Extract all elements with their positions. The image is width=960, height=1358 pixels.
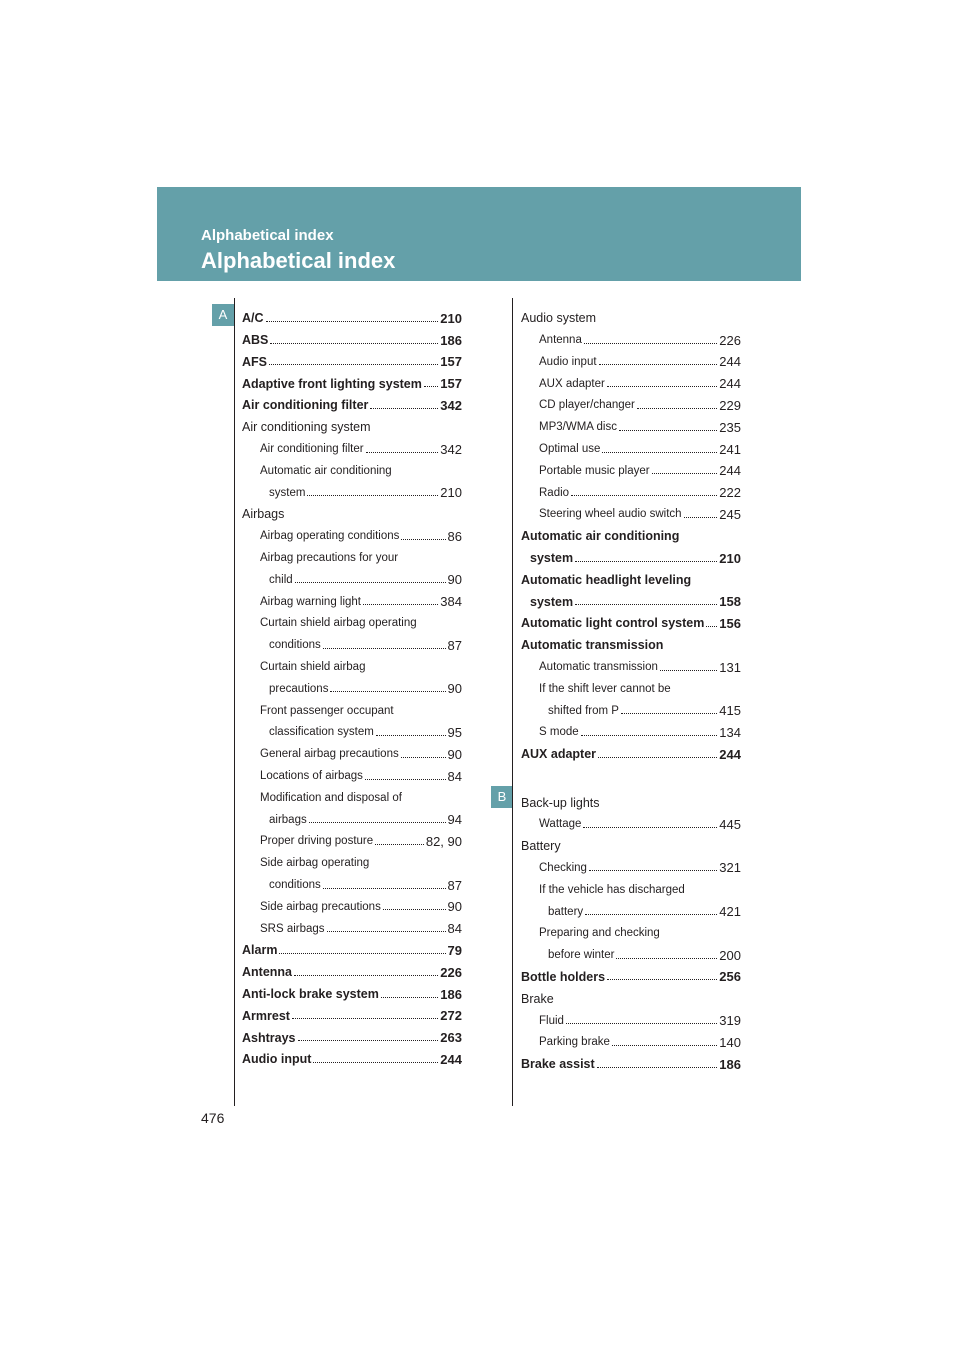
- index-entry-page[interactable]: 241: [719, 441, 741, 457]
- leader-dots: [660, 670, 717, 671]
- index-entry-page[interactable]: 87: [447, 637, 462, 653]
- index-entry-label: Airbag precautions for your: [260, 552, 399, 565]
- leader-dots: [363, 604, 438, 605]
- index-entry: [242, 303, 462, 325]
- index-entry-label: Curtain shield airbag operating: [260, 617, 417, 630]
- index-entry-page[interactable]: 226: [440, 964, 462, 980]
- leader-dots: [294, 975, 438, 976]
- index-entry: [521, 739, 741, 761]
- index-entry-page[interactable]: 90: [447, 746, 462, 762]
- leader-dots: [706, 626, 717, 627]
- leader-dots: [571, 495, 717, 496]
- page-title: Alphabetical index: [201, 248, 396, 273]
- index-entry-label: AUX adapter: [521, 747, 597, 762]
- index-entry: [521, 652, 741, 674]
- index-entry-page[interactable]: 94: [447, 812, 462, 828]
- index-entry: [242, 674, 462, 696]
- index-entry: [521, 1005, 741, 1027]
- index-entry: [242, 848, 462, 870]
- leader-dots: [401, 757, 446, 758]
- leader-dots: [313, 1062, 438, 1063]
- leader-dots: [295, 582, 446, 583]
- index-entry: [521, 303, 741, 325]
- index-entry-page[interactable]: 87: [447, 877, 462, 893]
- leader-dots: [424, 386, 438, 387]
- index-entry: [242, 456, 462, 478]
- index-entry: [521, 1049, 741, 1071]
- leader-dots: [327, 931, 446, 932]
- index-entry-page[interactable]: 210: [719, 550, 741, 566]
- index-entry: [242, 630, 462, 652]
- index-entry: [242, 695, 462, 717]
- index-entry-label: Battery: [521, 839, 561, 854]
- index-entry-label: system: [530, 594, 574, 609]
- leader-dots: [323, 648, 446, 649]
- index-entry: [521, 347, 741, 369]
- index-entry-page[interactable]: 415: [719, 703, 741, 719]
- index-entry: [242, 935, 462, 957]
- leader-dots: [292, 1018, 438, 1019]
- index-entry-page[interactable]: 445: [719, 816, 741, 832]
- index-entry-label: child: [269, 573, 293, 586]
- index-entry-label: Ashtrays: [242, 1030, 296, 1045]
- index-entry-page[interactable]: 321: [719, 860, 741, 876]
- page-header: [157, 187, 801, 281]
- index-entry: [521, 809, 741, 831]
- index-entry: [242, 325, 462, 347]
- index-entry-label: Optimal use: [539, 443, 601, 456]
- index-entry-label: precautions: [269, 682, 329, 695]
- index-entry-label: Side airbag operating: [260, 857, 370, 870]
- index-entry-label: Audio input: [539, 355, 597, 368]
- index-entry-page[interactable]: 210: [440, 310, 462, 326]
- index-entry-label: AUX adapter: [539, 377, 605, 390]
- index-entry: [242, 717, 462, 739]
- index-entry-page[interactable]: 186: [719, 1056, 741, 1072]
- index-entry: [521, 390, 741, 412]
- leader-dots: [279, 953, 445, 954]
- index-entry-label: system: [530, 551, 574, 566]
- index-entry: [521, 477, 741, 499]
- index-entry: [242, 1044, 462, 1066]
- index-entry-page[interactable]: 244: [440, 1051, 462, 1067]
- index-entry-label: before winter: [548, 949, 615, 962]
- index-entry: [242, 347, 462, 369]
- leader-dots: [376, 735, 446, 736]
- leader-dots: [375, 844, 424, 845]
- index-entry-label: conditions: [269, 639, 321, 652]
- index-entry: [242, 783, 462, 805]
- index-entry: [521, 412, 741, 434]
- leader-dots: [583, 827, 717, 828]
- leader-dots: [566, 1023, 717, 1024]
- index-entry-label: CD player/changer: [539, 399, 635, 412]
- index-entry-page[interactable]: 342: [440, 397, 462, 413]
- right-column-rule: [512, 298, 513, 1106]
- index-entry-label: battery: [548, 905, 584, 918]
- index-entry: [521, 368, 741, 390]
- index-entry: [521, 962, 741, 984]
- index-entry-page[interactable]: 342: [440, 441, 462, 457]
- index-entry-page[interactable]: 319: [719, 1013, 741, 1028]
- index-entry: [521, 325, 741, 347]
- index-column-right: [521, 303, 741, 1071]
- index-entry-label: Brake assist: [521, 1057, 595, 1072]
- index-entry: [521, 831, 741, 853]
- index-entry: [242, 1022, 462, 1044]
- leader-dots: [370, 408, 438, 409]
- index-entry-page[interactable]: 222: [719, 485, 741, 501]
- index-entry-page[interactable]: 245: [719, 506, 741, 522]
- index-entry-label: Automatic headlight leveling: [521, 572, 692, 587]
- index-entry-label: Air conditioning filter: [260, 443, 364, 456]
- index-entry-page[interactable]: 244: [719, 463, 741, 479]
- index-entry-label: If the shift lever cannot be: [539, 682, 671, 695]
- leader-dots: [612, 1045, 717, 1046]
- index-entry-label: Parking brake: [539, 1036, 610, 1049]
- index-entry-label: AFS: [242, 354, 267, 369]
- index-entry-label: If the vehicle has discharged: [539, 883, 685, 896]
- index-entry: [242, 804, 462, 826]
- index-entry: [521, 896, 741, 918]
- leader-dots: [602, 452, 717, 453]
- index-entry: [242, 608, 462, 630]
- leader-dots: [330, 691, 445, 692]
- index-entry-page[interactable]: 82, 90: [425, 833, 462, 849]
- index-entry-page[interactable]: 235: [719, 419, 741, 435]
- index-entry-label: Armrest: [242, 1008, 290, 1023]
- index-entry-label: Audio input: [242, 1052, 312, 1067]
- index-entry-page[interactable]: 244: [719, 354, 741, 370]
- leader-dots: [585, 914, 717, 915]
- index-entry-page[interactable]: 90: [447, 899, 462, 915]
- index-entry-page[interactable]: 244: [719, 376, 741, 392]
- index-entry-page[interactable]: 210: [440, 485, 462, 501]
- index-entry: [242, 390, 462, 412]
- index-entry: [242, 652, 462, 674]
- index-entry-label: ABS: [242, 333, 269, 348]
- index-entry-page[interactable]: 131: [719, 659, 741, 675]
- index-entry-page[interactable]: 229: [719, 397, 741, 413]
- index-entry: [242, 521, 462, 543]
- leader-dots: [616, 958, 717, 959]
- leader-dots: [575, 561, 717, 562]
- page-number: 476: [201, 1110, 225, 1126]
- index-entry-label: system: [269, 486, 306, 499]
- index-entry-page[interactable]: 84: [447, 768, 462, 784]
- index-entry: [242, 913, 462, 935]
- leader-dots: [637, 408, 717, 409]
- index-entry-label: SRS airbags: [260, 922, 325, 935]
- index-entry-page[interactable]: 244: [719, 746, 741, 762]
- index-entry: [521, 918, 741, 940]
- index-entry-page[interactable]: 186: [440, 986, 462, 1002]
- leader-dots: [598, 757, 717, 758]
- section-tab-a: A: [212, 304, 234, 326]
- index-entry: [242, 979, 462, 1001]
- index-entry: [521, 521, 741, 543]
- index-entry-label: Airbag operating conditions: [260, 530, 400, 543]
- index-entry-label: Alarm: [242, 943, 278, 958]
- index-entry: [242, 477, 462, 499]
- index-entry-label: Locations of airbags: [260, 770, 363, 783]
- index-entry: [242, 586, 462, 608]
- index-entry: [521, 983, 741, 1005]
- index-entry: [521, 630, 741, 652]
- leader-dots: [366, 452, 439, 453]
- index-entry: [521, 695, 741, 717]
- index-entry: [521, 456, 741, 478]
- index-entry: [521, 543, 741, 565]
- index-entry-label: Air conditioning system: [242, 420, 371, 435]
- section-gap: [521, 761, 741, 788]
- leader-dots: [575, 604, 717, 605]
- index-entry-page[interactable]: 256: [719, 969, 741, 985]
- index-entry-label: Checking: [539, 861, 587, 874]
- index-column-left: [242, 303, 462, 1066]
- index-entry-page[interactable]: 134: [719, 724, 741, 740]
- index-entry: [521, 717, 741, 739]
- index-entry-label: Air conditioning filter: [242, 398, 369, 413]
- index-entry-page[interactable]: 158: [719, 594, 741, 610]
- index-entry-label: Anti-lock brake system: [242, 987, 379, 1001]
- index-entry: [242, 826, 462, 848]
- index-entry: [521, 565, 741, 587]
- index-entry-label: Preparing and checking: [539, 927, 660, 940]
- leader-dots: [607, 979, 717, 980]
- index-entry-label: Modification and disposal of: [260, 791, 402, 804]
- index-entry-page[interactable]: 186: [440, 332, 462, 348]
- index-entry-page[interactable]: 226: [719, 332, 741, 348]
- index-entry-page[interactable]: 156: [719, 615, 741, 631]
- leader-dots: [619, 430, 717, 431]
- index-entry: [242, 892, 462, 914]
- index-entry: [242, 434, 462, 456]
- index-entry-label: S mode: [539, 726, 579, 739]
- index-entry: [521, 853, 741, 875]
- index-entry: [521, 674, 741, 696]
- leader-dots: [365, 779, 446, 780]
- index-entry: [242, 739, 462, 761]
- index-entry-label: Automatic air conditioning: [521, 529, 680, 544]
- leader-dots: [266, 321, 439, 322]
- leader-dots: [401, 539, 445, 540]
- leader-dots: [270, 343, 438, 344]
- index-entry-page[interactable]: 157: [440, 376, 462, 392]
- index-entry-label: shifted from P: [548, 704, 619, 717]
- index-entry-page[interactable]: 95: [447, 724, 462, 740]
- leader-dots: [621, 713, 717, 714]
- index-entry: [521, 608, 741, 630]
- index-entry-label: Radio: [539, 486, 570, 499]
- leader-dots: [309, 822, 446, 823]
- index-entry-label: Front passenger occupant: [260, 704, 394, 717]
- leader-dots: [383, 909, 446, 910]
- index-entry: [521, 1027, 741, 1049]
- index-entry-page[interactable]: 421: [719, 904, 741, 920]
- index-entry: [242, 368, 462, 390]
- index-entry: [521, 499, 741, 521]
- index-entry-page[interactable]: 272: [440, 1008, 462, 1024]
- index-entry-label: airbags: [269, 813, 307, 826]
- leader-dots: [589, 870, 717, 871]
- index-entry-page[interactable]: 90: [447, 681, 462, 697]
- index-entry-page[interactable]: 79: [447, 942, 462, 958]
- index-entry: [242, 499, 462, 521]
- section-tab-b: B: [491, 786, 513, 808]
- index-entry-label: Antenna: [539, 334, 582, 347]
- index-entry-label: A/C: [242, 311, 264, 326]
- index-entry-label: Back-up lights: [521, 795, 600, 810]
- index-entry-label: Bottle holders: [521, 969, 606, 984]
- leader-dots: [607, 386, 717, 387]
- leader-dots: [269, 364, 438, 365]
- index-entry-label: Steering wheel audio switch: [539, 508, 682, 521]
- leader-dots: [599, 364, 718, 365]
- index-entry: [521, 940, 741, 962]
- index-entry: [242, 412, 462, 434]
- index-entry-label: Audio system: [521, 311, 597, 326]
- index-entry-label: classification system: [269, 726, 374, 739]
- leader-dots: [381, 997, 438, 998]
- index-entry-page[interactable]: 84: [447, 921, 462, 937]
- index-entry-page[interactable]: 200: [719, 947, 741, 963]
- leader-dots: [684, 517, 718, 518]
- leader-dots: [581, 735, 718, 736]
- index-entry-label: Wattage: [539, 818, 582, 831]
- left-column-rule: [234, 298, 235, 1106]
- index-entry: [242, 957, 462, 979]
- index-entry-label: Antenna: [242, 965, 292, 980]
- index-entry-page[interactable]: 90: [447, 572, 462, 588]
- index-entry-page[interactable]: 140: [719, 1034, 741, 1050]
- index-entry-label: Automatic light control system: [521, 616, 705, 631]
- index-entry-label: conditions: [269, 879, 321, 892]
- index-entry-label: General airbag precautions: [260, 748, 399, 761]
- index-entry-label: Side airbag precautions: [260, 900, 381, 913]
- index-entry: [521, 874, 741, 896]
- index-entry-label: Airbags: [242, 507, 285, 522]
- index-entry: [521, 586, 741, 608]
- running-title: Alphabetical index: [201, 227, 334, 244]
- index-entry-page[interactable]: 157: [440, 354, 462, 370]
- index-entry-label: Automatic air conditioning: [260, 464, 392, 477]
- index-entry-label: Proper driving posture: [260, 835, 374, 848]
- index-entry-page[interactable]: 263: [440, 1030, 462, 1046]
- index-entry-label: Automatic transmission: [521, 638, 664, 653]
- index-entry: [242, 761, 462, 783]
- index-entry: [242, 1001, 462, 1023]
- index-entry-label: Curtain shield airbag: [260, 661, 366, 674]
- index-entry-label: Automatic transmission: [539, 661, 658, 674]
- index-entry-label: Fluid: [539, 1014, 564, 1027]
- index-entry-label: Adaptive front lighting system: [242, 376, 422, 391]
- leader-dots: [323, 888, 446, 889]
- leader-dots: [597, 1067, 718, 1068]
- leader-dots: [298, 1040, 439, 1041]
- index-entry-label: Airbag warning light: [260, 595, 362, 608]
- leader-dots: [584, 343, 717, 344]
- leader-dots: [652, 473, 718, 474]
- index-entry-label: Portable music player: [539, 464, 650, 477]
- leader-dots: [307, 495, 438, 496]
- index-entry: [242, 870, 462, 892]
- index-entry-page[interactable]: 384: [440, 594, 462, 610]
- index-entry-label: MP3/WMA disc: [539, 421, 617, 434]
- index-entry: [242, 543, 462, 565]
- index-entry-label: Brake: [521, 991, 554, 1006]
- index-entry: [521, 787, 741, 809]
- index-entry: [521, 434, 741, 456]
- index-entry: [242, 565, 462, 587]
- index-entry-page[interactable]: 86: [447, 528, 462, 544]
